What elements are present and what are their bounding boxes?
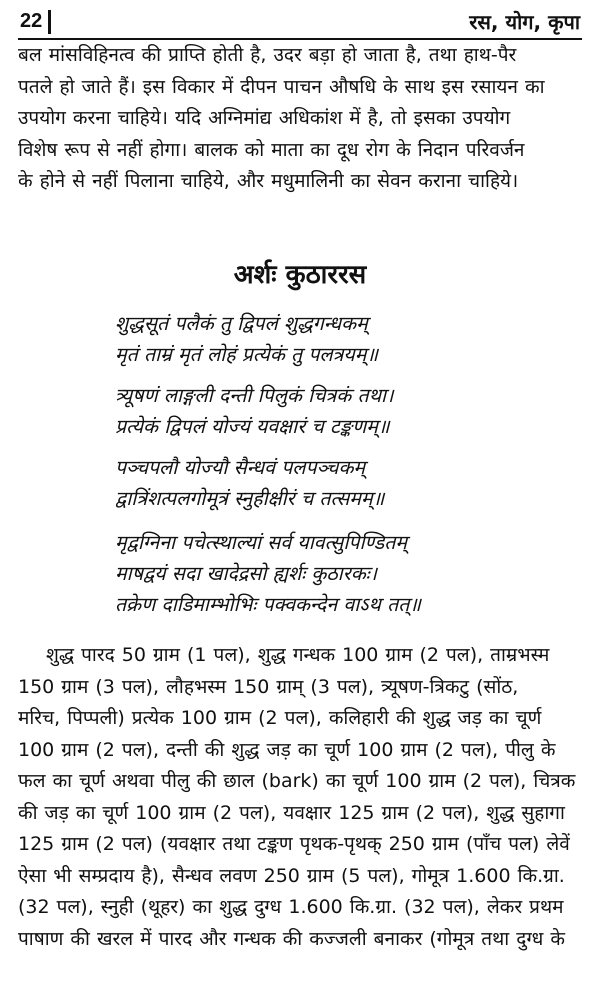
verse-line: त्र्यूषणं लाङ्गली दन्ती पिलुकं चित्रकं तथा। bbox=[115, 384, 394, 407]
section-heading: अर्शः कुठाररस bbox=[233, 260, 367, 290]
intro-line: विशेष रूप से नहीं होगा। बालक को माता का दूध रोग के निदान परिवर्जन bbox=[18, 138, 525, 161]
verse-line: पञ्चपलौ योज्यौ सैन्धवं पलपञ्चकम् bbox=[115, 456, 366, 479]
page-header bbox=[18, 8, 582, 40]
verse-block bbox=[115, 380, 515, 442]
body-paragraph bbox=[18, 640, 588, 955]
verse-block bbox=[115, 527, 515, 620]
verse-line: माषद्वयं सदा खादेद्रसो ह्यर्शः कुठारकः। bbox=[115, 562, 378, 585]
body-line: शुद्ध पारद 50 ग्राम (1 पल), शुद्ध गन्धक 100 ग्राम (2 पल), ताम्रभस्म bbox=[46, 644, 550, 666]
verse-line: तक्रेण दाडिमाम्भोभिः पक्वकन्देन वाऽथ तत्॥ bbox=[115, 593, 421, 616]
header-divider bbox=[48, 10, 51, 34]
verse-line: द्वात्रिंशत्पलगोमूत्रं स्नुहीक्षीरं च तत्समम्॥ bbox=[115, 487, 385, 510]
body-line: की जड़ का चूर्ण 100 ग्राम (2 पल), यवक्षार 125 ग्राम (2 पल), शुद्ध सुहागा bbox=[18, 801, 565, 824]
body-line: ऐसा भी सम्प्रदाय है), सैन्धव लवण 250 ग्राम (5 पल), गोमूत्र 1.600 कि.ग्रा. bbox=[18, 864, 565, 887]
intro-line: बल मांसविहिनत्व की प्राप्ति होती है, उदर बड़ा हो जाता है, तथा हाथ-पैर bbox=[18, 44, 517, 66]
intro-paragraph bbox=[18, 40, 588, 198]
body-line: मरिच, पिप्पली) प्रत्येक 100 ग्राम (2 पल), कलिहारी की शुद्ध जड़ का चूर्ण bbox=[18, 707, 542, 729]
running-title: रस, योग, कृपा bbox=[469, 10, 580, 34]
verse-line: मृद्वग्निना पचेत्स्थाल्यां सर्व यावत्सुपिण्डितम् bbox=[115, 531, 408, 554]
body-line: 150 ग्राम (3 पल), लौहभस्म 150 ग्राम् (3 पल), त्र्यूषण-त्रिकटु (सोंठ, bbox=[18, 675, 519, 698]
body-line: पाषाण की खरल में पारद और गन्धक की कज्जली बनाकर (गोमूत्र तथा दुग्ध के bbox=[18, 927, 565, 950]
verse-line: मृतं ताम्रं मृतं लोहं प्रत्येकं तु पलत्रयम्॥ bbox=[115, 343, 379, 366]
intro-line: पतले हो जाते हैं। इस विकार में दीपन पाचन औषधि के साथ इस रसायन का bbox=[18, 75, 545, 98]
verse-line: प्रत्येकं द्विपलं योज्यं यवक्षारं च टङ्कणम्॥ bbox=[115, 415, 390, 438]
body-line: फल का चूर्ण अथवा पीलु की छाल (bark) का चूर्ण 100 ग्राम (2 पल), चित्रक bbox=[18, 770, 576, 792]
page-number: 22 bbox=[20, 10, 43, 32]
intro-line: उपयोग करना चाहिये। यदि अग्निमांद्य अधिकांश में है, तो इसका उपयोग bbox=[18, 107, 511, 129]
body-line: 100 ग्राम (2 पल), दन्ती की शुद्ध जड़ का चूर्ण 100 ग्राम (2 पल), पीलु के bbox=[18, 738, 556, 761]
body-line: 125 ग्राम (2 पल) (यवक्षार तथा टङ्कण पृथक-पृथक् 250 ग्राम (पाँच पल) लेवें bbox=[18, 833, 570, 855]
intro-line: के होने से नहीं पिलाना चाहिये, और मधुमालिनी का सेवन कराना चाहिये। bbox=[18, 170, 519, 192]
verse-line: शुद्धसूतं पलैकं तु द्विपलं शुद्धगन्धकम् bbox=[115, 312, 368, 335]
verse-block bbox=[115, 452, 515, 514]
verse-block bbox=[115, 308, 515, 370]
body-line: (32 पल), स्नुही (थूहर) का शुद्ध दुग्ध 1.600 कि.ग्रा. (32 पल), लेकर प्रथम bbox=[18, 896, 564, 918]
